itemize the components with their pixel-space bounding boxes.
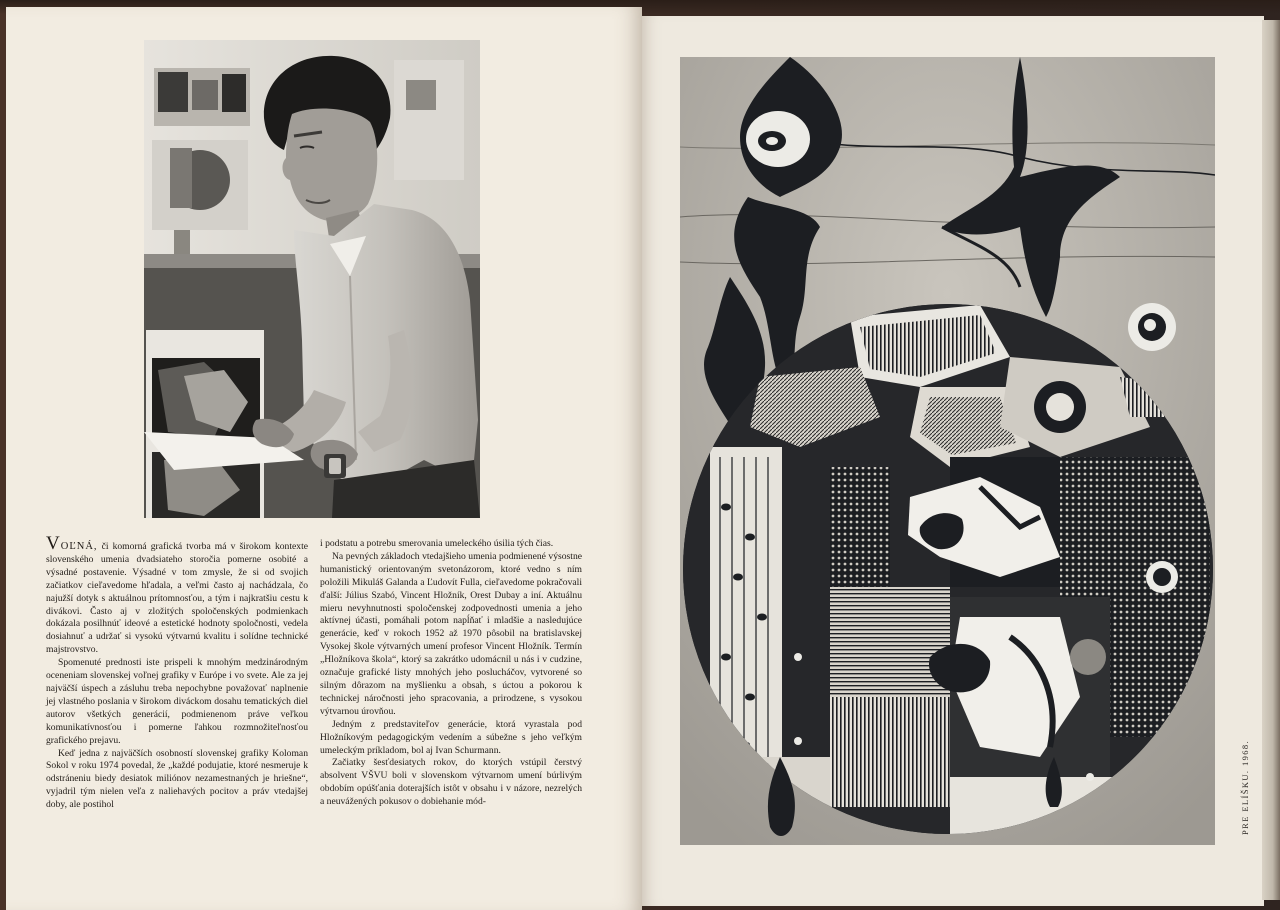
artwork-caption: PRE ELÍŠKU. 1968. (1240, 739, 1250, 835)
artist-photograph (144, 40, 480, 518)
artwork-print (680, 57, 1215, 845)
drop-cap: V (46, 533, 61, 554)
text-column-2 (320, 538, 582, 809)
paragraph: Keď jedna z najväčších osobností slovenskej grafiky Koloman Sokol v roku 1974 povedal, že „každé podujatie, ktoré nesmeruje k odstráneniu biedy desiatok miliónov nezamestnaných je hriešne“, vyjadril tým nielen veľa z naliehavých pocitov a práv vtedajšej doby, ale postihol (46, 747, 308, 811)
paragraph: Na pevných základoch vtedajšieho umenia podmienené výsostne humanistický orientovaným svetonázorom, ktoré vedno s ním položili Mikuláš Galanda a Ľudovít Fulla, cieľavedome pokračovali ďalší: Július Szabó, Vincent Hložník, Orest Dubay a iní. Aktuálnu mieru nevyhnutnosti spoločenskej zodpovednosti umenia a jeho aktívnej účasti, pomáhali potom napĺňať i mladšie a nasledujúce generácie, keď v rokoch 1952 až 1970 pôsobil na bratislavskej Vysokej škole výtvarných umení profesor Vincent Hložník. Termín „Hložníkova škola“, ktorý sa zakrátko udomácnil u nás i v cudzine, označuje grafické listy mnohých jeho poslucháčov, vytvorené so silným dôrazom na myšlienku a obsah, s úctou a pokorou k technickej náročnosti jeho spracovania, a prirodzene, s vysokou výtvarnou úrovňou. (320, 550, 582, 717)
intro-paragraph (46, 533, 308, 657)
paragraph: i podstatu a potrebu smerovania umeleckého úsilia tých čias. (320, 538, 554, 549)
paragraph: Jedným z predstaviteľov generácie, ktorá vyrastala pod Hložníkovým pedagogickým vedením a súbežne s jeho veľkým umeleckým príkladom, bol aj Ivan Schurmann. (320, 718, 582, 756)
page-edge (1262, 20, 1280, 900)
paragraph: Začiatky šesťdesiatych rokov, do ktorých vstúpil čerstvý absolvent VŠVU boli v slovenskom výtvarnom umení búrlivým obdobím opúšťania doterajších istôt v obsahu i v názore, nezrelých a neuvážených pokusov o dobiehanie mód- (320, 757, 582, 808)
lead-word: OĽNÁ, (60, 541, 98, 552)
paragraph: Spomenuté prednosti iste prispeli k mnohým medzinárodným oceneniam slovenskej voľnej grafiky v Európe i vo svete. Ale za jej najväčší úspech a zásluhu treba nepochybne považovať naplnenie jej vlastného poslania v širokom diváckom dosahu tematických diel autorov všetkých generácií, podmienenom práve veľkou komunikatívnosťou i pomerne ľahkou rozmnožiteľnosťou grafického prejavu. (46, 657, 308, 746)
text-column-1 (46, 533, 308, 812)
paragraph-text: či komorná grafická tvorba má v širokom kontexte slovenského umenia dvadsiateho storočia pomerne osobité a výsadné postavenie. Výsadné v tom zmysle, že si od svojich začiatkov cieľavedome hľadala, a veľmi často aj nachádzala, čo najužší dotyk s aktuálnou prítomnosťou, a tým i najkratšiu cestu k divákovi. Často aj v zložitých spoločenských podmienkach dokázala posilhnúť ideové a estetické hodnoty spoločnosti, vedela dosiahnuť a udržať si vysokú výtvarnú kvalitu i solídne technické majstrovstvo. (46, 541, 308, 656)
